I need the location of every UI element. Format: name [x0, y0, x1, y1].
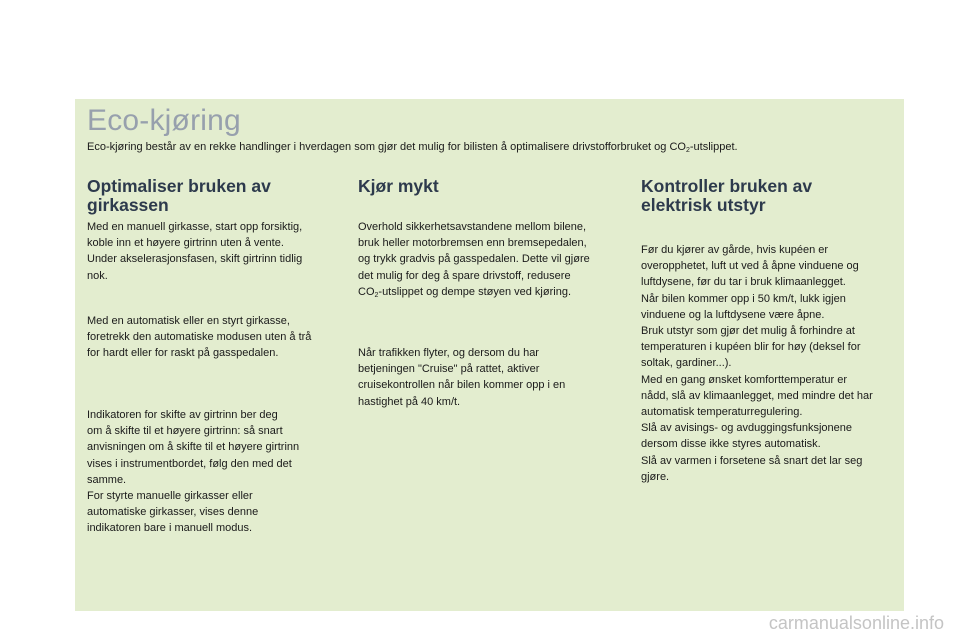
paragraph-cruise-control — [358, 345, 565, 410]
paragraph-manual-gearbox — [87, 219, 302, 284]
text-line: bruk heller motorbremsen enn bremsepedalen, — [358, 237, 587, 250]
text-line: Når bilen kommer opp i 50 km/t, lukk igjen — [641, 292, 846, 305]
text-line: temperaturen i kupéen blir for høy (deksel for — [641, 341, 861, 354]
heading-electrical-equipment — [641, 177, 812, 215]
text-line: Med en manuell girkasse, start opp forsiktig, — [87, 221, 303, 233]
text-line: for hardt eller for raskt på gasspedalen. — [87, 347, 279, 360]
heading-line: Kontroller bruken av — [641, 176, 813, 196]
intro-text — [87, 141, 738, 153]
text-line: soltak, gardiner...). — [641, 357, 732, 370]
text-line: om å skifte til et høyere girtrinn: så snart — [87, 425, 283, 438]
co2-label: CO — [358, 285, 375, 298]
text-line: vinduene og la luftdysene være åpne. — [641, 308, 825, 321]
paragraph-climate-advice — [641, 242, 873, 485]
text-line: Under akselerasjonsfasen, skift girtrinn tidlig — [87, 253, 303, 266]
text-line: betjeningen "Cruise" på rattet, aktiver — [358, 363, 540, 376]
co2-text: -utslippet og dempe støyen ved kjøring. — [378, 285, 571, 298]
paragraph-safe-distance — [358, 219, 590, 300]
text-line: automatisk temperaturregulering. — [641, 406, 803, 419]
text-line: Bruk utstyr som gjør det mulig å forhindre at — [641, 325, 855, 338]
watermark-link[interactable]: carmanualsonline.info — [768, 613, 944, 633]
text-line: cruisekontrollen når bilen kommer opp i en — [358, 379, 566, 392]
heading-line: girkassen — [87, 195, 169, 215]
intro-subscript: 2 — [685, 147, 690, 154]
co2-subscript: 2 — [374, 291, 379, 299]
text-line: gjøre. — [641, 470, 670, 483]
intro-text-main: Eco-kjøring består av en rekke handlinger i hverdagen som gjør det mulig for bilisten å optimalisere drivstofforbruket og CO — [87, 141, 686, 153]
text-line: indikatoren bare i manuell modus. — [87, 522, 253, 535]
text-line: luftdysene, før du tar i bruk klimaanlegget. — [641, 276, 846, 289]
heading-line: Kjør mykt — [358, 176, 439, 196]
heading-line: elektrisk utstyr — [641, 195, 766, 215]
heading-line: Optimaliser bruken av — [87, 176, 271, 196]
text-line: Overhold sikkerhetsavstandene mellom bilene, — [358, 221, 587, 233]
text-line: nok. — [87, 269, 108, 282]
text-line: koble inn et høyere girtrinn uten å vente. — [87, 237, 284, 250]
text-line: det mulig for deg å spare drivstoff, redusere — [358, 269, 571, 282]
text-line: Når trafikken flyter, og dersom du har — [358, 347, 539, 359]
text-line: Indikatoren for skifte av girtrinn ber deg — [87, 409, 278, 421]
text-line: dersom disse ikke styres automatisk. — [641, 438, 821, 451]
text-line: foretrekk den automatiske modusen uten å trå — [87, 331, 312, 344]
text-line: nådd, slå av klimaanlegget, med mindre det har — [641, 389, 873, 402]
text-line: For styrte manuelle girkasser eller — [87, 490, 253, 503]
text-line: Med en gang ønsket komforttemperatur er — [641, 373, 848, 386]
text-line: overopphetet, luft ut ved å åpne vinduene og — [641, 260, 859, 273]
text-line: anvisningen om å skifte til et høyere girtrinn — [87, 441, 300, 454]
text-line-co2 — [358, 284, 590, 300]
text-line: Slå av varmen i forsetene så snart det lar seg — [641, 454, 863, 467]
text-line: samme. — [87, 473, 127, 486]
page-title: Eco-kjøring — [87, 104, 241, 137]
paragraph-automatic-gearbox — [87, 313, 311, 362]
heading-drive-smoothly — [358, 177, 439, 196]
heading-gearbox — [87, 177, 271, 215]
text-line: og trykk gradvis på gasspedalen. Dette vil gjøre — [358, 253, 590, 266]
paragraph-gear-indicator — [87, 407, 299, 537]
text-line: Før du kjører av gårde, hvis kupéen er — [641, 244, 829, 256]
text-line: hastighet på 40 km/t. — [358, 395, 461, 408]
text-line: Med en automatisk eller en styrt girkasse, — [87, 315, 290, 327]
text-line: Slå av avisings- og avduggingsfunksjonene — [641, 422, 852, 435]
text-line: vises i instrumentbordet, følg den med det — [87, 457, 292, 470]
text-line: automatiske girkasser, vises denne — [87, 506, 259, 519]
intro-text-end: -utslippet. — [689, 141, 738, 153]
